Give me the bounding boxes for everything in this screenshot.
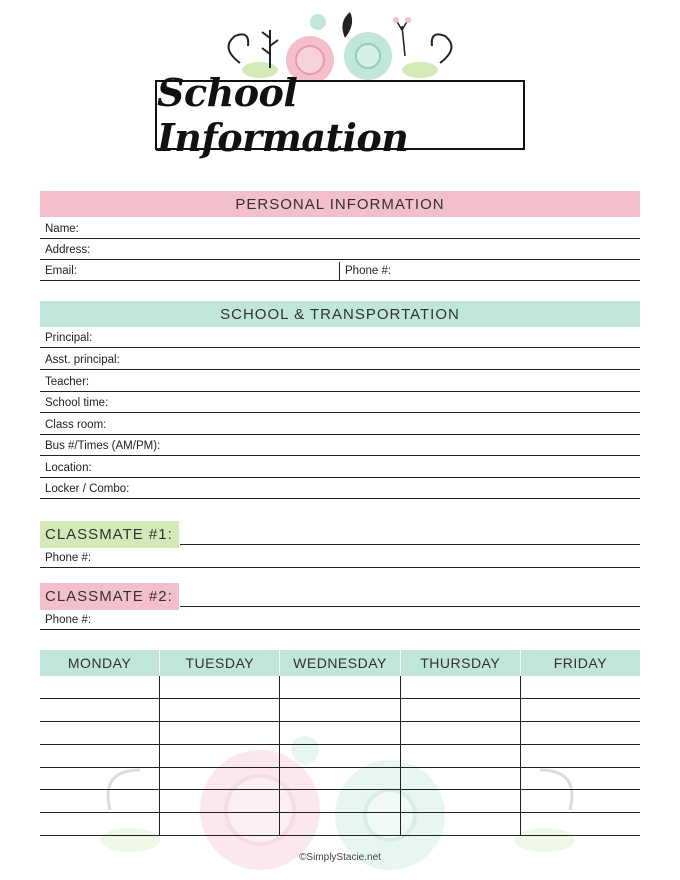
schedule-cell[interactable] xyxy=(280,676,400,698)
classmate-1-phone-row[interactable] xyxy=(40,547,640,568)
schedule-cell[interactable] xyxy=(401,790,521,812)
footer-credit: ©SimplyStacie.net xyxy=(299,852,381,863)
schedule-row xyxy=(40,699,640,722)
schedule-cell[interactable] xyxy=(160,676,280,698)
bus-times-row[interactable] xyxy=(40,435,640,456)
schedule-cell[interactable] xyxy=(40,745,160,767)
name-row[interactable] xyxy=(40,218,640,239)
schedule-cell[interactable] xyxy=(401,699,521,721)
schedule-cell[interactable] xyxy=(40,676,160,698)
field-label: Class room: xyxy=(45,419,107,431)
field-label: School time: xyxy=(45,397,109,409)
classmate-2-name-line[interactable] xyxy=(180,606,640,607)
principal-row[interactable] xyxy=(40,327,640,348)
schedule-cell[interactable] xyxy=(401,745,521,767)
schedule-row xyxy=(40,676,640,699)
column-divider xyxy=(339,262,340,280)
field-label: Locker / Combo: xyxy=(45,483,130,495)
schedule-row xyxy=(40,790,640,813)
schedule-cell[interactable] xyxy=(401,813,521,835)
day-header-wednesday: WEDNESDAY xyxy=(280,650,400,676)
field-label: Location: xyxy=(45,462,92,474)
title-box xyxy=(155,70,525,160)
schedule-row xyxy=(40,745,640,768)
schedule-cell[interactable] xyxy=(40,722,160,744)
email-phone-row[interactable] xyxy=(40,260,640,281)
schedule-cell[interactable] xyxy=(160,790,280,812)
school-transportation-heading: SCHOOL & TRANSPORTATION xyxy=(40,301,640,327)
schedule-cell[interactable] xyxy=(40,768,160,790)
email-label: Email: xyxy=(45,265,77,277)
personal-info-heading: PERSONAL INFORMATION xyxy=(40,191,640,217)
day-header-monday: MONDAY xyxy=(40,650,160,676)
teacher-row[interactable] xyxy=(40,371,640,392)
field-label: Principal: xyxy=(45,332,93,344)
name-label: Name: xyxy=(45,223,79,235)
schedule-cell[interactable] xyxy=(280,790,400,812)
schedule-cell[interactable] xyxy=(280,699,400,721)
schedule-cell[interactable] xyxy=(160,745,280,767)
address-label: Address: xyxy=(45,244,91,256)
locker-combo-row[interactable] xyxy=(40,478,640,499)
schedule-cell[interactable] xyxy=(160,699,280,721)
classmate-1-label: CLASSMATE #1: xyxy=(40,521,179,548)
schedule-cell[interactable] xyxy=(280,768,400,790)
weekly-schedule-table xyxy=(40,650,640,836)
schedule-cell[interactable] xyxy=(401,676,521,698)
schedule-cell[interactable] xyxy=(40,699,160,721)
schedule-header xyxy=(40,650,640,676)
day-header-tuesday: TUESDAY xyxy=(160,650,280,676)
day-header-thursday: THURSDAY xyxy=(401,650,521,676)
page-title: School Information xyxy=(157,70,409,160)
schedule-row xyxy=(40,768,640,791)
schedule-cell[interactable] xyxy=(280,813,400,835)
schedule-cell[interactable] xyxy=(521,676,640,698)
schedule-cell[interactable] xyxy=(160,813,280,835)
phone-label: Phone #: xyxy=(345,265,392,277)
schedule-cell[interactable] xyxy=(521,790,640,812)
schedule-cell[interactable] xyxy=(401,722,521,744)
location-row[interactable] xyxy=(40,457,640,478)
schedule-cell[interactable] xyxy=(521,722,640,744)
field-label: Teacher: xyxy=(45,376,90,388)
schedule-cell[interactable] xyxy=(40,790,160,812)
school-time-row[interactable] xyxy=(40,392,640,413)
classmate-1-name-line[interactable] xyxy=(180,544,640,545)
schedule-cell[interactable] xyxy=(521,768,640,790)
schedule-cell[interactable] xyxy=(280,745,400,767)
asst-principal-row[interactable] xyxy=(40,349,640,370)
address-row[interactable] xyxy=(40,239,640,260)
schedule-cell[interactable] xyxy=(160,768,280,790)
class-room-row[interactable] xyxy=(40,414,640,435)
phone-label: Phone #: xyxy=(45,614,92,626)
schedule-cell[interactable] xyxy=(521,745,640,767)
phone-label: Phone #: xyxy=(45,552,92,564)
schedule-row xyxy=(40,722,640,745)
classmate-2-label: CLASSMATE #2: xyxy=(40,583,179,610)
schedule-row xyxy=(40,813,640,836)
field-label: Asst. principal: xyxy=(45,354,120,366)
day-header-friday: FRIDAY xyxy=(553,655,608,671)
schedule-cell[interactable] xyxy=(160,722,280,744)
schedule-cell[interactable] xyxy=(40,813,160,835)
field-label: Bus #/Times (AM/PM): xyxy=(45,440,161,452)
schedule-cell[interactable] xyxy=(521,699,640,721)
schedule-cell[interactable] xyxy=(401,768,521,790)
schedule-cell[interactable] xyxy=(280,722,400,744)
schedule-cell[interactable] xyxy=(521,813,640,835)
classmate-2-phone-row[interactable] xyxy=(40,609,640,630)
